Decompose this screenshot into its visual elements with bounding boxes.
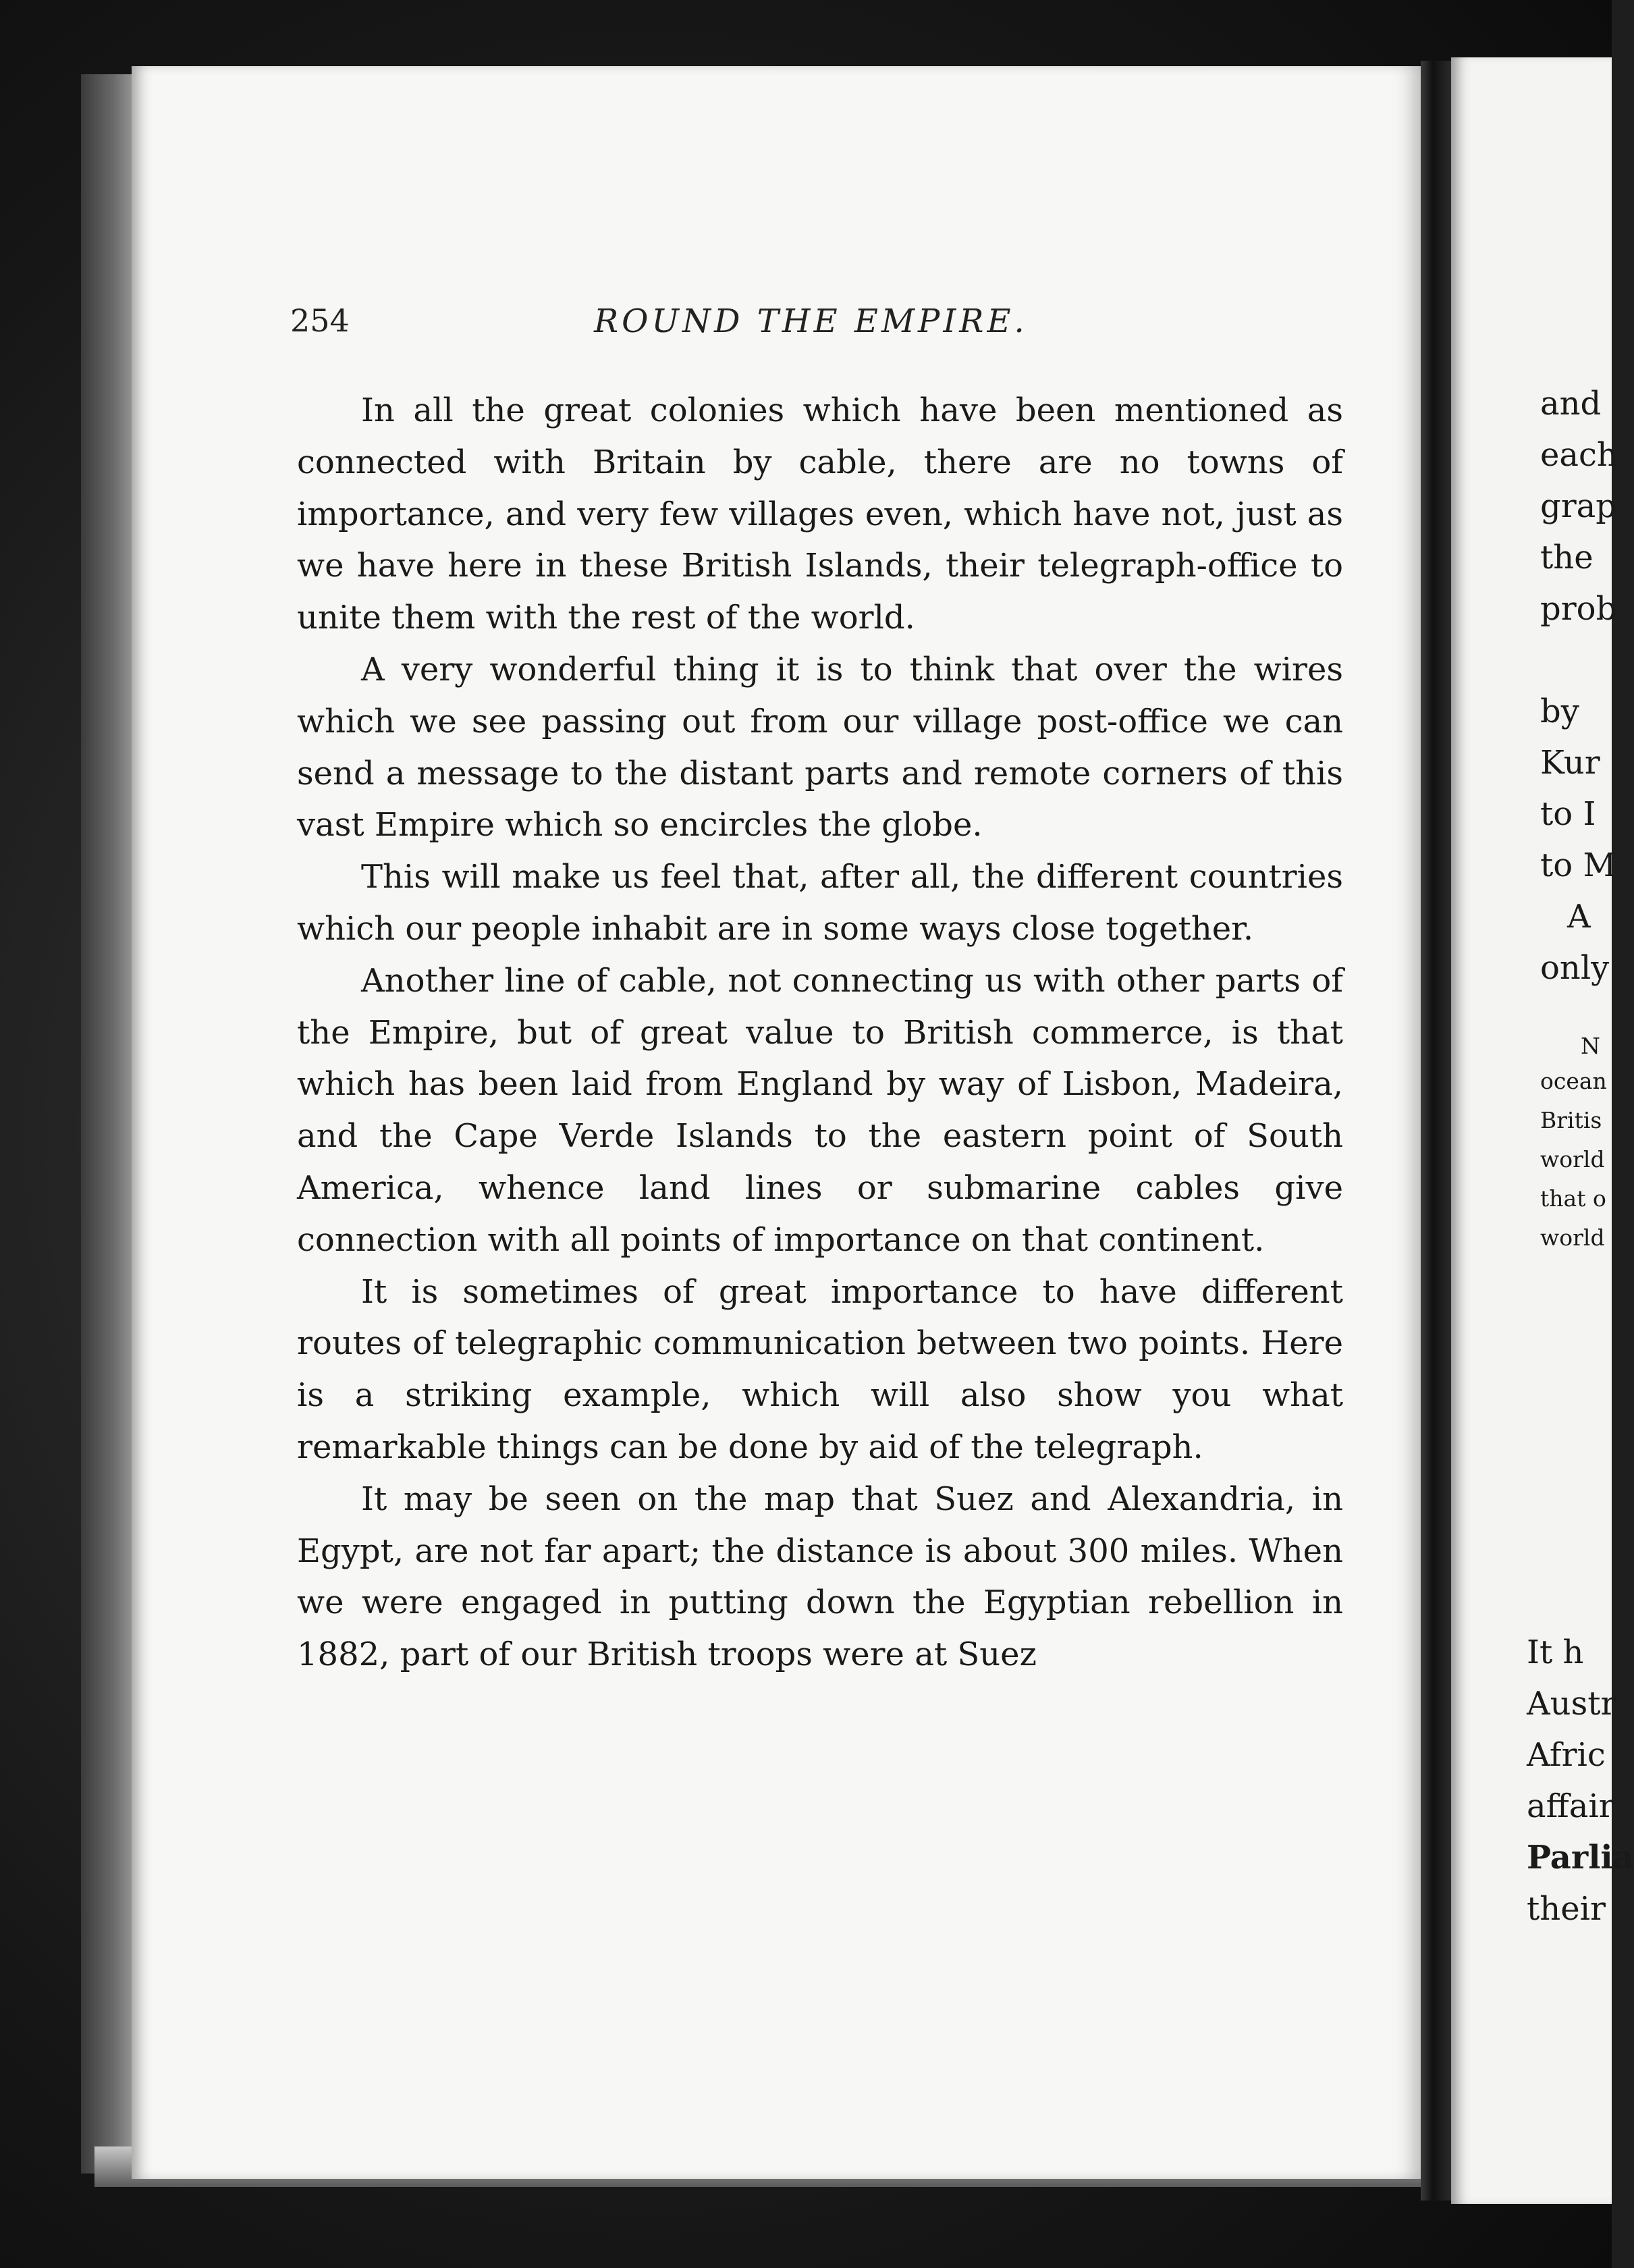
page-edge-left bbox=[81, 74, 135, 2174]
right-page-fragment: that o bbox=[1540, 1185, 1606, 1212]
right-page-fragment: N bbox=[1581, 1033, 1600, 1059]
running-title: ROUND THE EMPIRE. bbox=[594, 302, 1028, 340]
right-page-fragment: ocean bbox=[1540, 1068, 1607, 1094]
paragraph: It is sometimes of great importance to have different routes of telegraphic communication between two points. Here is a striking example, which will also show you what remarkable things can be done by aid of the telegraph. bbox=[297, 1272, 1343, 1466]
right-page-fragment: Afric bbox=[1527, 1736, 1606, 1774]
right-page-fragment: world bbox=[1540, 1146, 1605, 1172]
right-page-fragment: to I bbox=[1540, 795, 1596, 833]
right-page-fragment: Austr bbox=[1527, 1685, 1616, 1723]
right-page-fragment: the bbox=[1540, 539, 1594, 576]
right-page-fragment: affair bbox=[1527, 1787, 1614, 1825]
book-gutter bbox=[1421, 61, 1451, 2200]
right-page-fragment: and bbox=[1540, 385, 1602, 423]
running-head bbox=[290, 302, 1357, 350]
right-page-fragment: each bbox=[1540, 436, 1618, 474]
right-page-fragment: grap bbox=[1540, 487, 1617, 525]
paragraph: It may be seen on the map that Suez and Alexandria, in Egypt, are not far apart; the distance is about 300 miles. When we were engaged in putting down the Egyptian rebellion in 1882, part of our British troops were at Suez bbox=[297, 1480, 1343, 1674]
right-page-fragment: by bbox=[1540, 693, 1579, 730]
paragraph: This will make us feel that, after all, the different countries which our people inhabit are in some ways close together. bbox=[297, 858, 1343, 948]
paragraph: A very wonderful thing it is to think that over the wires which we see passing out from our village post-office we can send a message to the distant parts and remote corners of this vast Empire which so encircles the globe. bbox=[297, 650, 1343, 844]
paragraph: In all the great colonies which have been mentioned as connected with Britain by cable, there are no towns of importance, and very few villages even, which have not, just as we have here in these British Islands, their telegraph-office to unite them with the rest of the world. bbox=[297, 392, 1343, 637]
right-page-fragment: to M bbox=[1540, 846, 1616, 884]
right-page-fragment: Britis bbox=[1540, 1107, 1602, 1133]
page-number: 254 bbox=[290, 302, 350, 339]
body-text bbox=[297, 385, 1343, 1681]
right-page-fragment: Kur bbox=[1540, 744, 1600, 782]
right-page-fragment: It h bbox=[1527, 1634, 1584, 1671]
paragraph: Another line of cable, not connecting us with other parts of the Empire, but of great value to British commerce, is that which has been laid from England by way of Lisbon, Madeira, and the Cape Verde Islands to the eastern point of South America, whence land lines or submarine cables give connection with all points of importance on that continent. bbox=[297, 961, 1343, 1259]
right-page-fragment: their bbox=[1527, 1890, 1606, 1928]
right-page-fragment: only bbox=[1540, 949, 1610, 987]
right-page-fragment: world bbox=[1540, 1224, 1605, 1251]
right-page-fragment: Parlia bbox=[1527, 1839, 1634, 1877]
right-page-fragment: A bbox=[1567, 898, 1591, 936]
right-page-fragment: prob bbox=[1540, 590, 1617, 628]
